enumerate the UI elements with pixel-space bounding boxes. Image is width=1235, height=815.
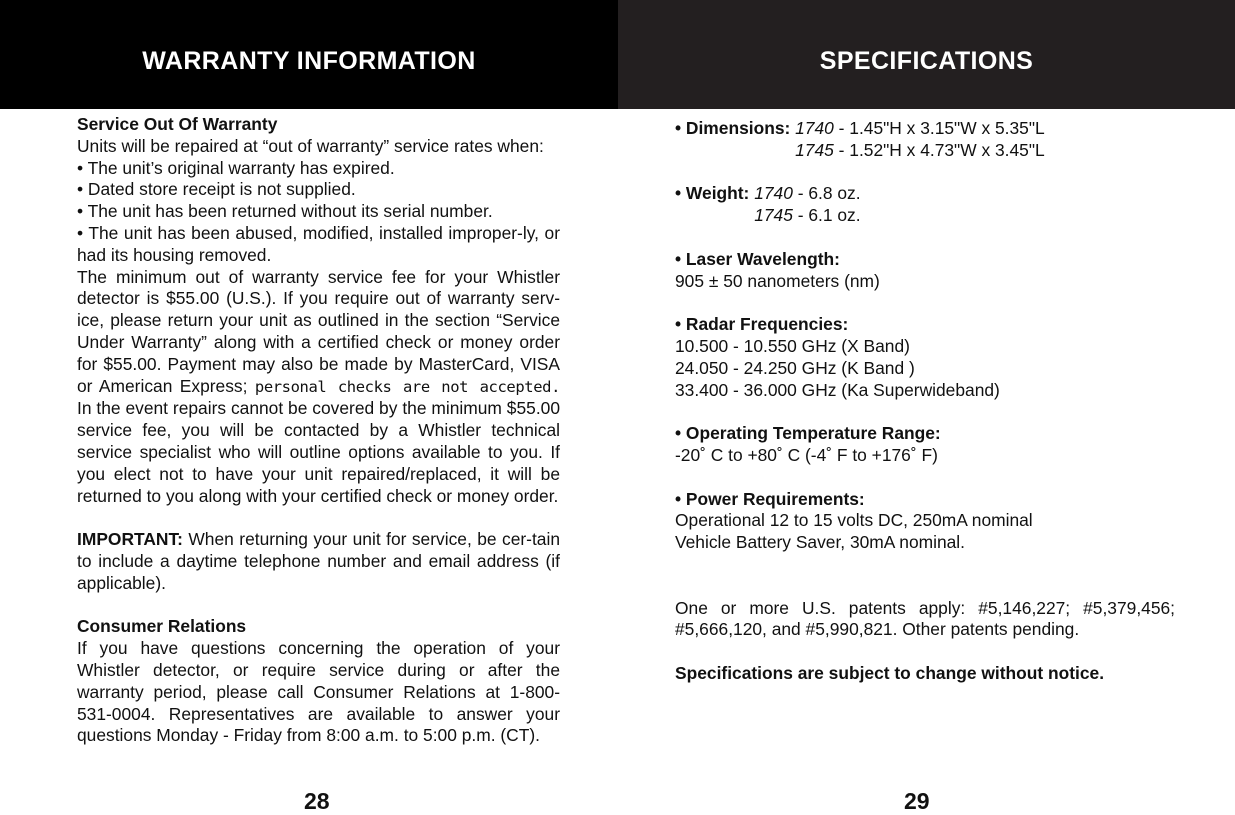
model-number: 1740: [754, 183, 793, 204]
warranty-bullet: • The unit has been returned without its serial number.: [77, 201, 493, 222]
dimensions-row: [795, 140, 1045, 162]
specifications-header: SPECIFICATIONS: [618, 0, 1235, 109]
page-number-28: 28: [304, 788, 330, 814]
important-text: When returning your unit for service, be cer-tain to include a daytime telephone number and email address (if applicable).: [77, 529, 560, 593]
warranty-page: [0, 0, 618, 813]
laser-wavelength-label: • Laser Wavelength:: [675, 248, 840, 269]
dimensions-label: • Dimensions:: [675, 118, 796, 138]
consumer-relations-text: If you have questions concerning the operation of your Whistler detector, or require service during or after the warranty period, please call Consumer Relations at 1-800-531-0004. Representatives are available to answer your questions Monday - Friday from 8:00 a.m. to 5:00 p.m. (CT).: [77, 638, 560, 746]
radar-frequency-line: 33.400 - 36.000 GHz (Ka Superwideband): [675, 379, 1000, 400]
weight-value: - 6.1 oz.: [792, 205, 861, 226]
temperature-value: -20˚ C to +80˚ C (-4˚ F to +176˚ F): [675, 444, 938, 465]
radar-frequency-line: 10.500 - 10.550 GHz (X Band): [675, 335, 910, 356]
radar-frequency-line: 24.050 - 24.250 GHz (K Band ): [675, 357, 915, 378]
weight-row: [754, 205, 860, 227]
page-number-29: 29: [904, 788, 930, 814]
warranty-bullet: • The unit has been abused, modified, installed improper-ly, or had its housing removed.: [77, 222, 560, 265]
specifications-body: [675, 118, 1175, 685]
model-number: 1740: [795, 118, 834, 138]
weight-spec: [675, 183, 1175, 227]
change-notice: Specifications are subject to change without notice.: [675, 662, 1105, 683]
service-fee-text-continued: In the event repairs cannot be covered by the minimum $55.00 service fee, you will be contacted by a Whistler technical service specialist who will outline options available to you. If you elect not to have your unit repaired/replaced, it will be returned to you along with your certified check or money order.: [77, 398, 560, 506]
service-fee-paragraph: [77, 267, 560, 508]
model-number: 1745: [795, 139, 834, 160]
dimensions-value: - 1.45"H x 3.15"W x 5.35"L: [833, 118, 1045, 138]
weight-label: • Weight:: [675, 183, 755, 204]
important-label: IMPORTANT:: [77, 529, 183, 550]
service-out-of-warranty-title: Service Out Of Warranty: [77, 114, 278, 134]
laser-wavelength-value: 905 ± 50 nanometers (nm): [675, 270, 880, 291]
weight-row: [754, 183, 860, 205]
important-paragraph: [77, 529, 560, 594]
power-line: Operational 12 to 15 volts DC, 250mA nominal: [675, 510, 1033, 531]
personal-checks-notice: personal checks are not accepted.: [254, 377, 561, 396]
power-line: Vehicle Battery Saver, 30mA nominal.: [675, 532, 966, 553]
service-fee-text: The minimum out of warranty service fee for your Whistler detector is $55.00 (U.S.). If you require out of warranty serv-ice, please return your unit as outlined in the section “Service Under Warranty” along with a certified check or money order for $55.00. Payment may also be made by MasterCard, VISA or American Express;: [77, 266, 560, 396]
warranty-bullet: • Dated store receipt is not supplied.: [77, 179, 356, 200]
temperature-label: • Operating Temperature Range:: [675, 423, 941, 444]
weight-value: - 6.8 oz.: [792, 183, 861, 204]
warranty-header: WARRANTY INFORMATION: [0, 0, 618, 109]
dimensions-spec: [675, 118, 1175, 162]
warranty-body: [77, 114, 560, 747]
radar-frequencies-label: • Radar Frequencies:: [675, 314, 849, 335]
warranty-bullet: • The unit’s original warranty has expired.: [77, 157, 395, 178]
dimensions-row: [795, 118, 1045, 140]
patents-text: One or more U.S. patents apply: #5,146,227; #5,379,456; #5,666,120, and #5,990,821. Other patents pending.: [675, 597, 1175, 640]
service-intro: Units will be repaired at “out of warranty” service rates when:: [77, 135, 544, 156]
model-number: 1745: [754, 205, 793, 226]
consumer-relations-title: Consumer Relations: [77, 616, 247, 637]
specifications-page: [618, 0, 1235, 813]
power-label: • Power Requirements:: [675, 488, 865, 509]
dimensions-value: - 1.52"H x 4.73"W x 3.45"L: [833, 139, 1045, 160]
